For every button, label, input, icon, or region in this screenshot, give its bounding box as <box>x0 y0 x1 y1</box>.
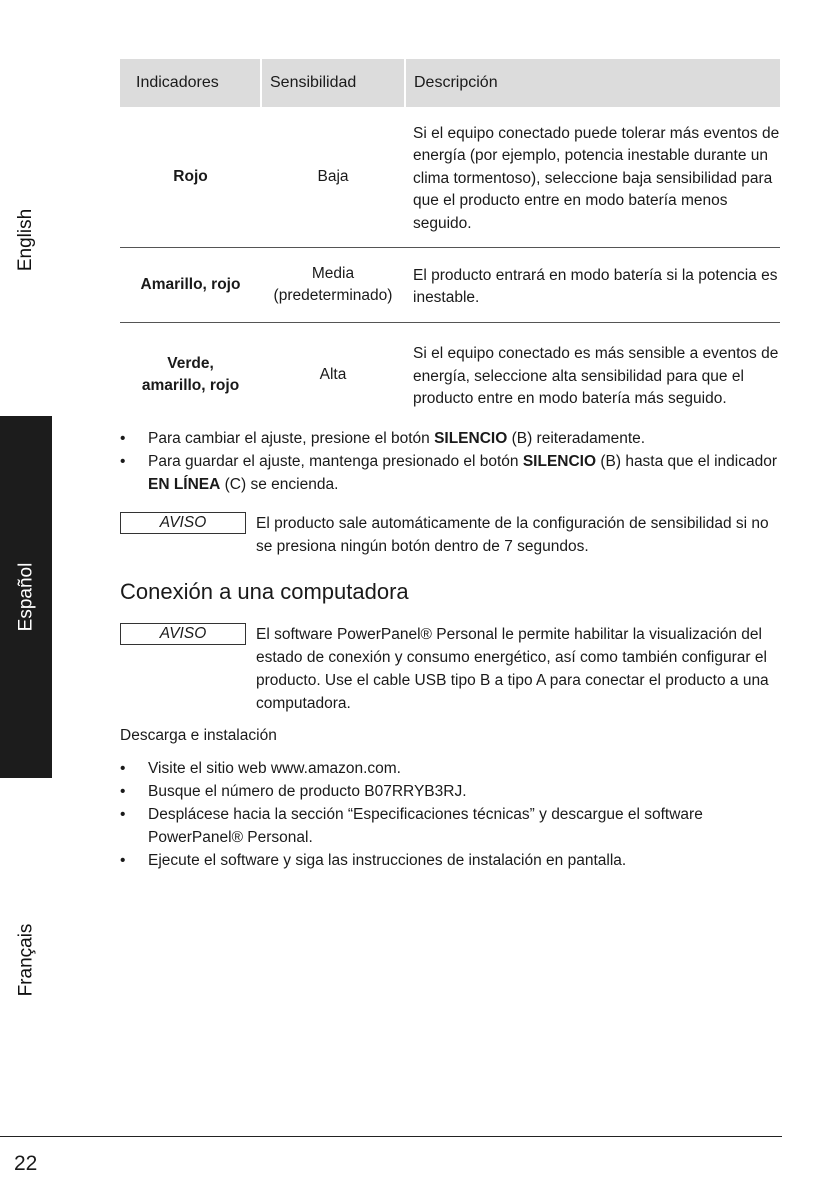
table-row <box>120 323 780 428</box>
bullet-text: Para cambiar el ajuste, presione el botón <box>148 430 435 447</box>
bullet-symbol: • <box>120 783 126 800</box>
bullet-symbol: • <box>120 453 126 470</box>
table-cell-indicator <box>120 323 261 428</box>
bullet-symbol: • <box>120 760 126 777</box>
sensitivity-line2: (predeterminado) <box>273 287 393 304</box>
table-cell-sensitivity: Baja <box>261 107 405 248</box>
sidebar-tab-espanol <box>0 416 52 778</box>
settings-bullet-list <box>120 427 785 496</box>
sensitivity-line1: Media <box>311 264 355 282</box>
list-item <box>120 803 785 849</box>
bullet-text: Ejecute el software y siga las instrucciones de instalación en pantalla. <box>148 852 627 869</box>
list-item <box>120 427 785 450</box>
footer-divider <box>0 1136 782 1137</box>
bullet-bold: EN LÍNEA <box>148 476 221 493</box>
bullet-bold: SILENCIO <box>522 453 597 470</box>
bullet-bold: SILENCIO <box>434 430 508 447</box>
section-title: Conexión a una computadora <box>120 579 409 604</box>
download-bullet-list <box>120 757 785 872</box>
table-header-row <box>120 59 780 107</box>
bullet-symbol: • <box>120 430 126 447</box>
sidebar-tab-francais <box>0 880 52 1040</box>
table-cell-description: Si el equipo conectado puede tolerar más eventos de energía (por ejemplo, potencia inestable durante un clima tormentoso), seleccione baja sensibilidad para que el producto entre en modo batería menos seguido. <box>405 107 780 248</box>
table-cell-description: Si el equipo conectado es más sensible a eventos de energía, seleccione alta sensibilidad para que el producto entre en modo batería más seguido. <box>413 345 779 408</box>
notice-text: El software PowerPanel® Personal le permite habilitar la visualización del estado de conexión y consumo energético, así como también configurar el producto. Use el cable USB tipo B a tipo A para conectar el producto a una computadora. <box>256 626 769 712</box>
indicator-line1: Verde, <box>167 354 214 372</box>
table-cell-sensitivity <box>261 248 405 323</box>
bullet-text: Busque el número de producto B07RRYB3RJ. <box>148 783 467 800</box>
table-header-indicators: Indicadores <box>120 59 261 107</box>
notice-sensitivity <box>120 512 785 558</box>
notice-label: AVISO <box>120 623 246 645</box>
sidebar-tab-english <box>0 160 52 320</box>
bullet-text: (C) se encienda. <box>220 476 339 493</box>
indicator-line2: amarillo, rojo <box>141 377 240 394</box>
list-item <box>120 780 785 803</box>
page-number: 22 <box>14 1152 38 1175</box>
table-header-sensitivity: Sensibilidad <box>261 59 405 107</box>
sidebar-label-english: English <box>15 208 37 272</box>
table-cell-indicator: Amarillo, rojo <box>120 248 261 323</box>
bullet-symbol: • <box>120 852 126 869</box>
bullet-text: Desplácese hacia la sección “Especificaciones técnicas” y descargue el software PowerPanel® Personal. <box>148 806 703 846</box>
bullet-text: Visite el sitio web www.amazon.com. <box>148 760 401 777</box>
bullet-text: (B) reiteradamente. <box>507 430 646 447</box>
sidebar-label-francais: Français <box>15 923 37 997</box>
sensitivity-table <box>120 59 780 427</box>
table-row <box>120 248 780 323</box>
notice-text: El producto sale automáticamente de la configuración de sensibilidad si no se presiona ningún botón dentro de 7 segundos. <box>256 515 769 555</box>
notice-label: AVISO <box>120 512 246 534</box>
table-header-description: Descripción <box>405 59 780 107</box>
list-item <box>120 757 785 780</box>
table-cell-sensitivity: Alta <box>319 365 347 383</box>
subsection-title: Descarga e instalación <box>120 727 277 744</box>
table-cell-description: El producto entrará en modo batería si la potencia es inestable. <box>405 248 780 323</box>
bullet-text: Para guardar el ajuste, mantenga presionado el botón <box>148 453 523 470</box>
table-cell-indicator: Rojo <box>120 107 261 248</box>
bullet-symbol: • <box>120 806 126 823</box>
list-item <box>120 849 785 872</box>
bullet-text: (B) hasta que el indicador <box>596 453 777 470</box>
table-row <box>120 107 780 248</box>
notice-software <box>120 623 785 715</box>
list-item <box>120 450 785 496</box>
sidebar-label-espanol: Español <box>15 562 37 632</box>
